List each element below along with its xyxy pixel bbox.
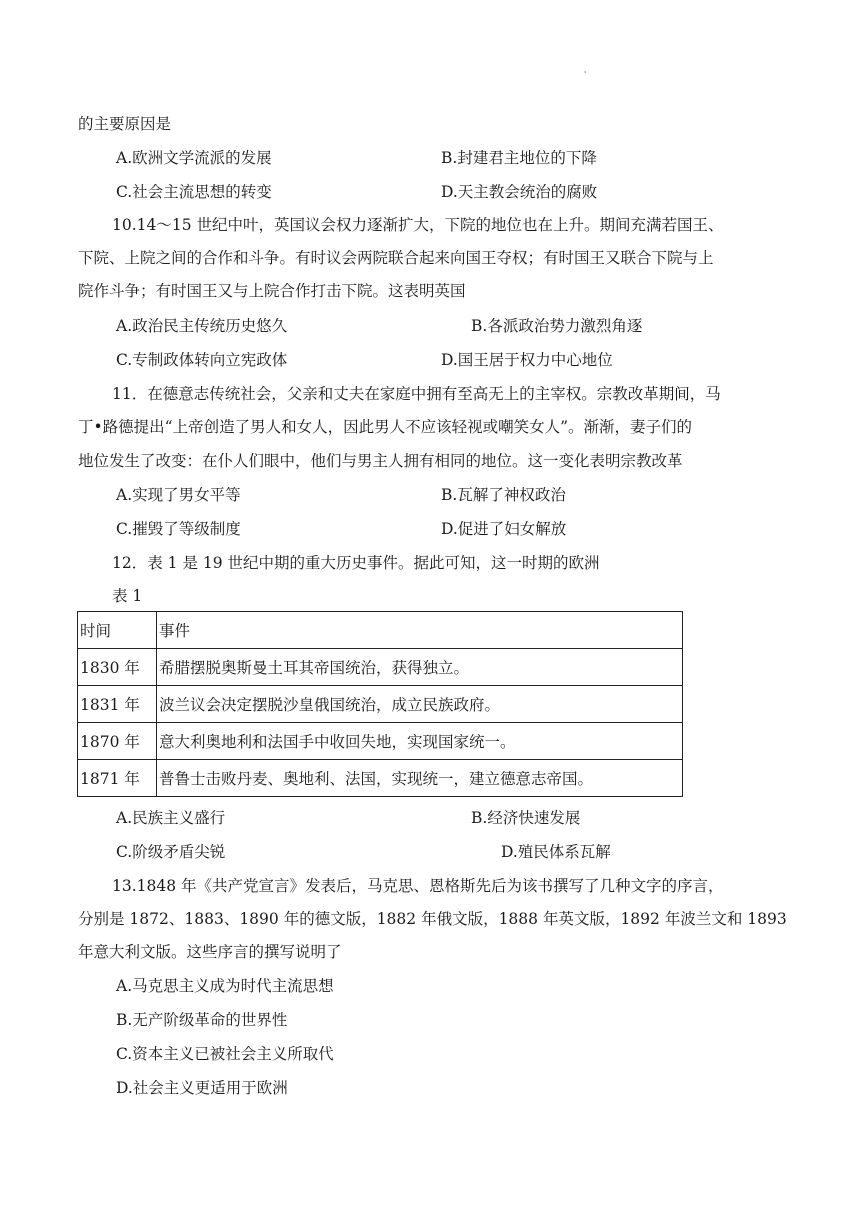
table-cell-event: 普鲁士击败丹麦、奥地利、法国，实现统一，建立德意志帝国。 <box>157 760 683 797</box>
table-row <box>78 760 683 797</box>
table-cell-event: 波兰议会决定摆脱沙皇俄国统治，成立民族政府。 <box>157 686 683 723</box>
table-row <box>78 649 683 686</box>
q9-option-c: C.社会主流思想的转变 <box>116 183 272 201</box>
q11-stem-line-3: 地位发生了改变：在仆人们眼中，他们与男主人拥有相同的地位。这一变化表明宗教改革 <box>78 452 683 470</box>
q12-option-a: A.民族主义盛行 <box>116 809 226 827</box>
q13-option-d: D.社会主义更适用于欧洲 <box>116 1079 288 1097</box>
q11-option-d: D.促进了妇女解放 <box>441 520 567 538</box>
q9-option-b: B.封建君主地位的下降 <box>441 149 597 167</box>
q12-option-b: B.经济快速发展 <box>471 809 581 827</box>
q13-option-a: A.马克思主义成为时代主流思想 <box>116 977 334 995</box>
q11-stem-line-2: 丁•路德提出“上帝创造了男人和女人，因此男人不应该轻视或嘲笑女人”。渐渐，妻子们的 <box>78 418 692 436</box>
page-mark: ' <box>584 70 587 79</box>
q11-stem-line-1: 11．在德意志传统社会，父亲和丈夫在家庭中拥有至高无上的主宰权。宗教改革期间，马 <box>112 385 721 403</box>
q12-option-d: D.殖民体系瓦解 <box>501 843 611 861</box>
q13-option-c: C.资本主义已被社会主义所取代 <box>116 1045 334 1063</box>
table-cell-time: 1831 年 <box>78 686 157 723</box>
q9-stem-end: 的主要原因是 <box>78 115 172 133</box>
table-header-event: 事件 <box>157 612 683 649</box>
table-row <box>78 723 683 760</box>
q10-option-b: B.各派政治势力激烈角逐 <box>471 317 643 335</box>
q10-stem-line-2: 下院、上院之间的合作和斗争。有时议会两院联合起来向国王夺权；有时国王又联合下院与上 <box>78 249 714 267</box>
q10-option-d: D.国王居于权力中心地位 <box>441 351 613 369</box>
table-cell-event: 希腊摆脱奥斯曼土耳其帝国统治，获得独立。 <box>157 649 683 686</box>
table-cell-event: 意大利奥地利和法国手中收回失地，实现国家统一。 <box>157 723 683 760</box>
q10-option-a: A.政治民主传统历史悠久 <box>116 317 288 335</box>
q13-stem-line-1: 13.1848 年《共产党宣言》发表后，马克思、恩格斯先后为该书撰写了几种文字的序言， <box>112 877 724 895</box>
events-table <box>77 611 683 797</box>
table-row <box>78 686 683 723</box>
q12-option-c: C.阶级矛盾尖锐 <box>116 843 226 861</box>
table-cell-time: 1870 年 <box>78 723 157 760</box>
q11-option-a: A.实现了男女平等 <box>116 486 241 504</box>
q13-stem-line-3: 年意大利文版。这些序言的撰写说明了 <box>78 943 342 961</box>
q11-option-c: C.摧毁了等级制度 <box>116 520 241 538</box>
table-header-time: 时间 <box>78 612 157 649</box>
q10-option-c: C.专制政体转向立宪政体 <box>116 351 288 369</box>
table-header-row <box>78 612 683 649</box>
q9-option-d: D.天主教会统治的腐败 <box>441 183 598 201</box>
q11-option-b: B.瓦解了神权政治 <box>441 486 566 504</box>
q10-stem-line-1: 10.14～15 世纪中叶，英国议会权力逐渐扩大，下院的地位也在上升。期间充满若国王、 <box>112 216 724 234</box>
q13-stem-line-2: 分别是 1872、1883、1890 年的德文版，1882 年俄文版，1888 年英文版，1892 年波兰文和 1893 <box>78 910 787 928</box>
q13-option-b: B.无产阶级革命的世界性 <box>116 1011 288 1029</box>
table-caption: 表 1 <box>112 587 143 605</box>
table-cell-time: 1830 年 <box>78 649 157 686</box>
q9-option-a: A.欧洲文学流派的发展 <box>116 149 272 167</box>
q12-stem: 12．表 1 是 19 世纪中期的重大历史事件。据此可知，这一时期的欧洲 <box>112 554 600 572</box>
q10-stem-line-3: 院作斗争；有时国王又与上院合作打击下院。这表明英国 <box>78 282 466 300</box>
table-cell-time: 1871 年 <box>78 760 157 797</box>
